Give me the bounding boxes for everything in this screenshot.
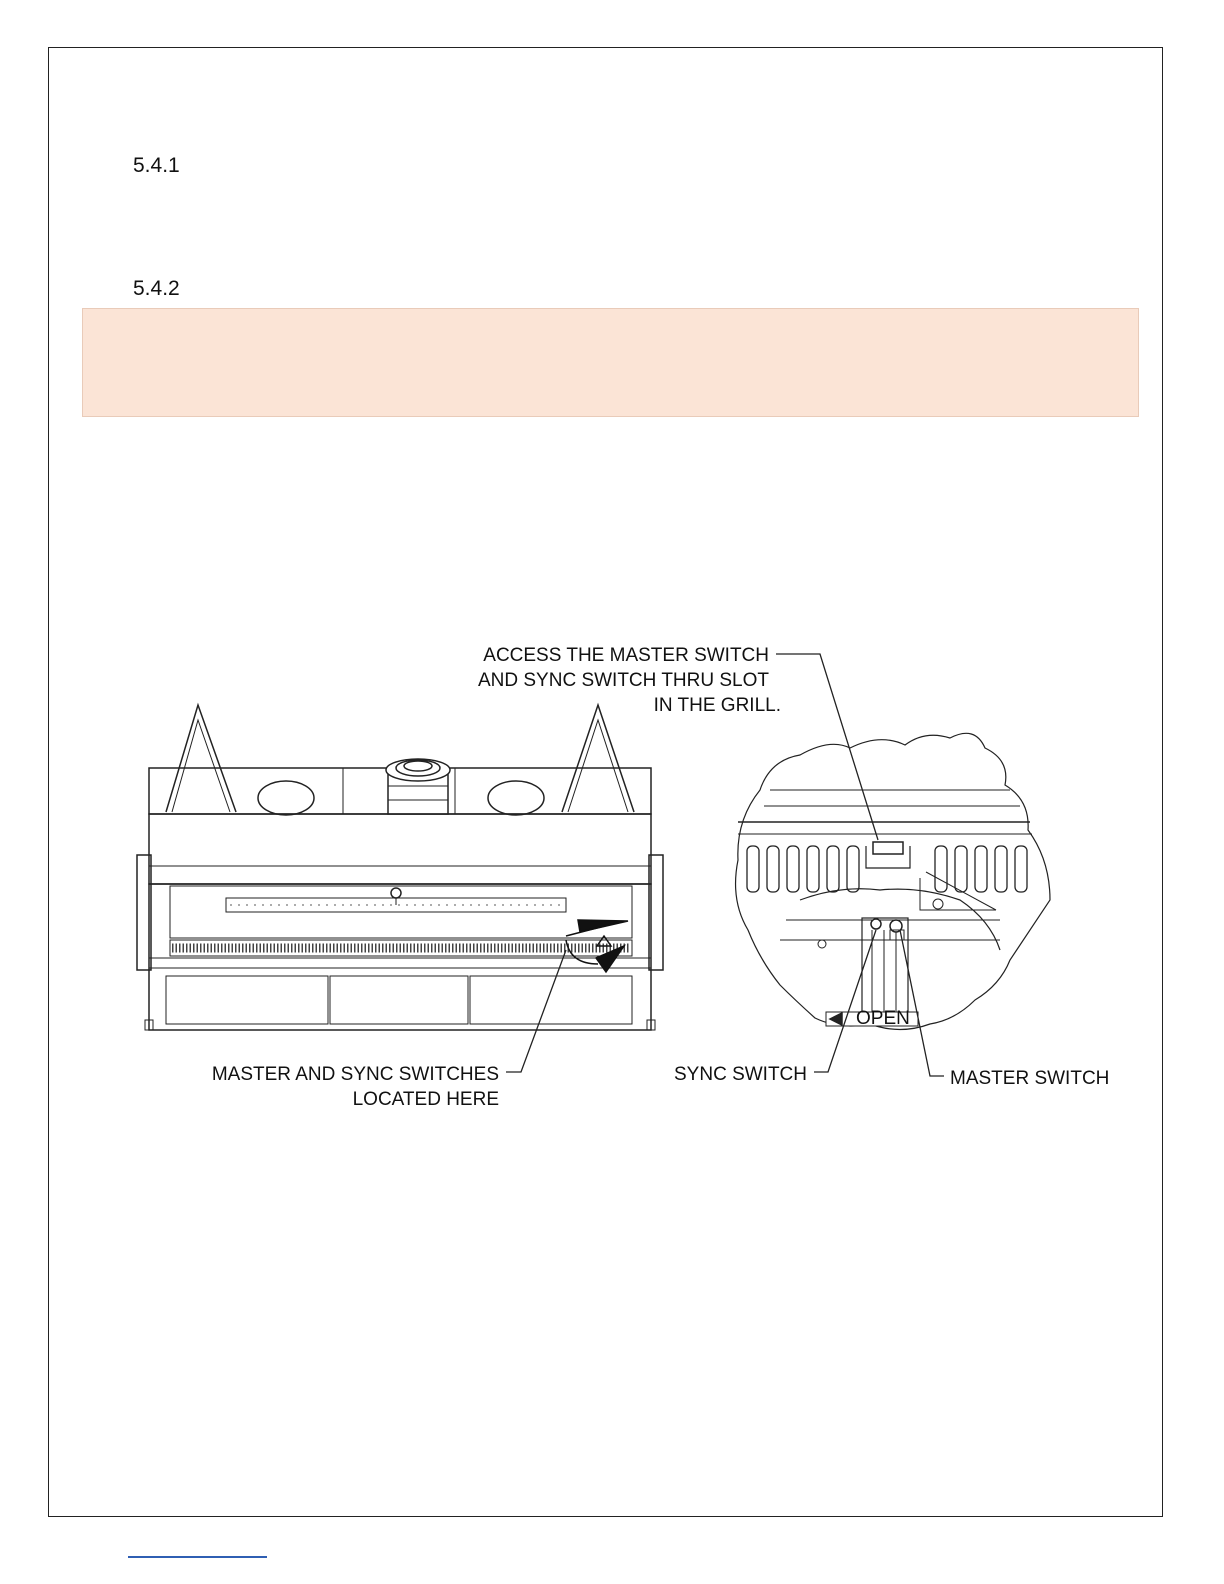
section-number-5-4-1: 5.4.1 [133,154,180,177]
access-callout-line2: AND SYNC SWITCH THRU SLOT [477,670,769,691]
section-number-5-4-2: 5.4.2 [133,277,180,300]
access-leader-line [776,654,878,840]
access-callout-line1: ACCESS THE MASTER SWITCH [483,645,769,666]
open-label: OPEN [856,1008,910,1029]
master-switch-label: MASTER SWITCH [950,1068,1110,1089]
located-callout-line2: LOCATED HERE [352,1089,499,1110]
sync-leader-line [814,930,876,1072]
access-callout-line3: IN THE GRILL. [653,695,781,716]
located-callout-line1: MASTER AND SYNC SWITCHES [211,1064,499,1085]
fireplace-front-view [137,705,663,1030]
footer-link-underline[interactable] [128,1556,267,1558]
detail-view [736,733,1050,1029]
master-leader-line [900,930,944,1076]
sync-switch-label: SYNC SWITCH [674,1064,807,1085]
